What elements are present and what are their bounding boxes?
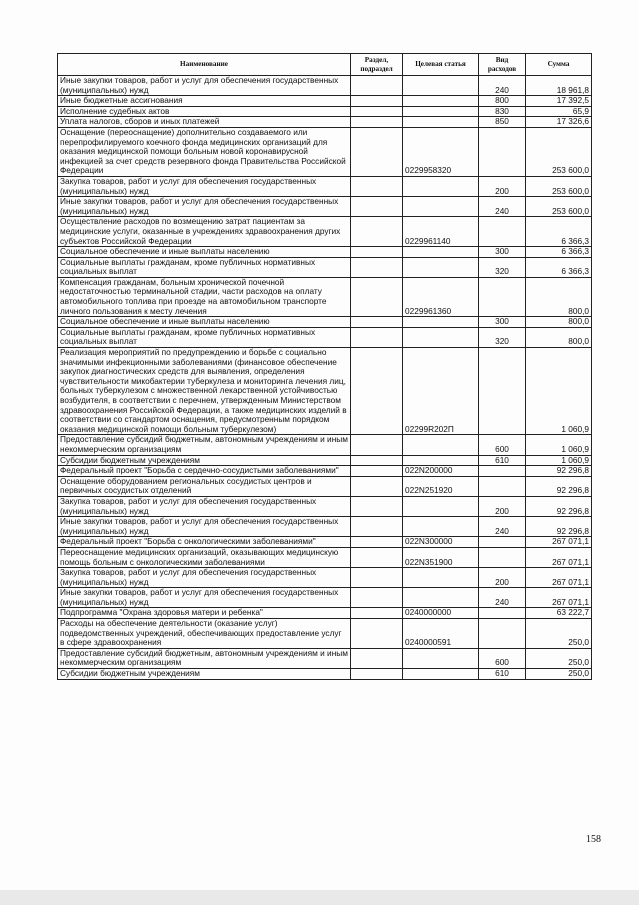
table-row	[58, 76, 592, 96]
cell-expense-type: 610	[479, 669, 526, 680]
cell-section	[351, 568, 403, 588]
cell-name: Социальное обеспечение и иные выплаты населению	[58, 317, 351, 328]
cell-target-article	[403, 176, 479, 196]
cell-section	[351, 277, 403, 316]
cell-sum: 267 071,1	[526, 588, 592, 608]
table-row	[58, 619, 592, 649]
header-section: Раздел, подраздел	[351, 54, 403, 76]
cell-name: Социальные выплаты гражданам, кроме публичных нормативных социальных выплат	[58, 257, 351, 277]
table-row	[58, 197, 592, 217]
table-row	[58, 568, 592, 588]
cell-target-article	[403, 317, 479, 328]
cell-sum: 1 060,9	[526, 435, 592, 455]
table-row	[58, 496, 592, 516]
cell-section	[351, 455, 403, 466]
table-row	[58, 608, 592, 619]
table-row	[58, 117, 592, 128]
cell-name: Иные закупки товаров, работ и услуг для обеспечения государственных (муниципальных) нужд	[58, 197, 351, 217]
cell-name: Закупка товаров, работ и услуг для обеспечения государственных (муниципальных) нужд	[58, 176, 351, 196]
table-body	[58, 76, 592, 680]
cell-name: Оснащение (переоснащение) дополнительно создаваемого или перепрофилируемого коечного фонда медицинских организаций для оказания медицинской помощи больным новой коронавирусной инфекцией за счет средств резервного фонда Правительства Российской Федерации	[58, 127, 351, 176]
table-row	[58, 127, 592, 176]
cell-expense-type: 300	[479, 247, 526, 258]
cell-section	[351, 127, 403, 176]
cell-expense-type: 240	[479, 517, 526, 537]
header-sum: Сумма	[526, 54, 592, 76]
page-number: 158	[586, 834, 601, 845]
cell-sum: 250,0	[526, 648, 592, 668]
cell-expense-type: 600	[479, 435, 526, 455]
table-row	[58, 588, 592, 608]
cell-sum: 17 392,5	[526, 96, 592, 107]
cell-name: Иные закупки товаров, работ и услуг для обеспечения государственных (муниципальных) нужд	[58, 517, 351, 537]
cell-section	[351, 217, 403, 247]
cell-name: Закупка товаров, работ и услуг для обеспечения государственных (муниципальных) нужд	[58, 496, 351, 516]
cell-expense-type: 240	[479, 76, 526, 96]
cell-section	[351, 466, 403, 477]
cell-expense-type: 300	[479, 317, 526, 328]
cell-expense-type	[479, 476, 526, 496]
table-header-row	[58, 54, 592, 76]
cell-expense-type	[479, 127, 526, 176]
cell-target-article: 0229961360	[403, 277, 479, 316]
cell-sum: 250,0	[526, 619, 592, 649]
cell-expense-type	[479, 608, 526, 619]
cell-sum: 800,0	[526, 327, 592, 347]
cell-expense-type: 240	[479, 197, 526, 217]
cell-section	[351, 176, 403, 196]
cell-expense-type: 800	[479, 96, 526, 107]
cell-name: Иные закупки товаров, работ и услуг для обеспечения государственных (муниципальных) нужд	[58, 76, 351, 96]
header-target-article: Целевая статья	[403, 54, 479, 76]
cell-sum: 92 296,8	[526, 496, 592, 516]
cell-section	[351, 327, 403, 347]
cell-name: Иные бюджетные ассигнования	[58, 96, 351, 107]
cell-section	[351, 96, 403, 107]
table-row	[58, 106, 592, 117]
cell-sum: 6 366,3	[526, 217, 592, 247]
cell-name: Федеральный проект "Борьба с сердечно-сосудистыми заболеваниями"	[58, 466, 351, 477]
cell-name: Исполнение судебных актов	[58, 106, 351, 117]
cell-section	[351, 106, 403, 117]
cell-name: Закупка товаров, работ и услуг для обеспечения государственных (муниципальных) нужд	[58, 568, 351, 588]
cell-target-article: 02299R202П	[403, 348, 479, 435]
cell-sum: 267 071,1	[526, 547, 592, 567]
cell-target-article: 0229958320	[403, 127, 479, 176]
cell-name: Уплата налогов, сборов и иных платежей	[58, 117, 351, 128]
cell-section	[351, 435, 403, 455]
cell-name: Субсидии бюджетным учреждениям	[58, 455, 351, 466]
cell-sum: 63 222,7	[526, 608, 592, 619]
cell-target-article	[403, 648, 479, 668]
cell-name: Оснащение оборудованием региональных сосудистых центров и первичных сосудистых отделений	[58, 476, 351, 496]
table-row	[58, 435, 592, 455]
cell-section	[351, 547, 403, 567]
cell-sum: 6 366,3	[526, 257, 592, 277]
cell-target-article	[403, 588, 479, 608]
cell-expense-type: 610	[479, 455, 526, 466]
cell-name: Социальное обеспечение и иные выплаты населению	[58, 247, 351, 258]
cell-section	[351, 76, 403, 96]
cell-section	[351, 648, 403, 668]
cell-target-article	[403, 517, 479, 537]
cell-target-article	[403, 247, 479, 258]
cell-section	[351, 619, 403, 649]
cell-sum: 250,0	[526, 669, 592, 680]
cell-sum: 92 296,8	[526, 476, 592, 496]
cell-sum: 800,0	[526, 317, 592, 328]
cell-expense-type: 850	[479, 117, 526, 128]
cell-target-article: 022N251920	[403, 476, 479, 496]
scan-bottom-edge	[0, 890, 639, 905]
cell-expense-type: 830	[479, 106, 526, 117]
table-row	[58, 96, 592, 107]
cell-name: Субсидии бюджетным учреждениям	[58, 669, 351, 680]
cell-sum: 267 071,1	[526, 568, 592, 588]
cell-target-article	[403, 117, 479, 128]
cell-target-article	[403, 496, 479, 516]
table-row	[58, 537, 592, 548]
table-row	[58, 247, 592, 258]
cell-target-article	[403, 435, 479, 455]
header-expense-type: Вид расходов	[479, 54, 526, 76]
table-row	[58, 277, 592, 316]
cell-target-article	[403, 106, 479, 117]
table-row	[58, 327, 592, 347]
cell-expense-type	[479, 466, 526, 477]
cell-target-article: 0240000000	[403, 608, 479, 619]
cell-target-article	[403, 669, 479, 680]
cell-section	[351, 257, 403, 277]
header-name: Наименование	[58, 54, 351, 76]
table-row	[58, 348, 592, 435]
cell-expense-type	[479, 619, 526, 649]
cell-sum: 1 060,9	[526, 348, 592, 435]
cell-sum: 800,0	[526, 277, 592, 316]
cell-name: Федеральный проект "Борьба с онкологическими заболеваниями"	[58, 537, 351, 548]
cell-section	[351, 317, 403, 328]
table-row	[58, 476, 592, 496]
cell-expense-type: 320	[479, 327, 526, 347]
cell-target-article	[403, 455, 479, 466]
cell-target-article: 022N300000	[403, 537, 479, 548]
cell-target-article: 0240000591	[403, 619, 479, 649]
cell-name: Расходы на обеспечение деятельности (оказание услуг) подведомственных учреждений, обеспечивающих предоставление услуг в сфере здравоохранения	[58, 619, 351, 649]
cell-sum: 92 296,8	[526, 466, 592, 477]
table-row	[58, 547, 592, 567]
cell-name: Компенсация гражданам, больным хронической почечной недостаточностью терминальной стадии, части расходов на оплату автомобильного топлива при проезде на автомобильном транспорте личного пользования к месту лечения	[58, 277, 351, 316]
cell-sum: 92 296,8	[526, 517, 592, 537]
cell-expense-type: 240	[479, 588, 526, 608]
cell-name: Осуществление расходов по возмещению затрат пациентам за медицинские услуги, оказанные в учреждениях здравоохранения других субъектов Российской Федерации	[58, 217, 351, 247]
table-row	[58, 217, 592, 247]
table-row	[58, 455, 592, 466]
cell-target-article	[403, 568, 479, 588]
table-row	[58, 669, 592, 680]
cell-section	[351, 247, 403, 258]
cell-section	[351, 197, 403, 217]
table-row	[58, 517, 592, 537]
cell-target-article	[403, 257, 479, 277]
cell-expense-type: 320	[479, 257, 526, 277]
cell-target-article: 022N200000	[403, 466, 479, 477]
cell-expense-type	[479, 277, 526, 316]
cell-target-article: 022N351900	[403, 547, 479, 567]
cell-expense-type: 600	[479, 648, 526, 668]
cell-sum: 6 366,3	[526, 247, 592, 258]
cell-sum: 18 961,8	[526, 76, 592, 96]
cell-name: Иные закупки товаров, работ и услуг для обеспечения государственных (муниципальных) нужд	[58, 588, 351, 608]
cell-sum: 17 326,6	[526, 117, 592, 128]
table-row	[58, 466, 592, 477]
cell-target-article	[403, 197, 479, 217]
cell-expense-type	[479, 217, 526, 247]
cell-name: Подпрограмма "Охрана здоровья матери и ребенка"	[58, 608, 351, 619]
table-row	[58, 257, 592, 277]
cell-expense-type: 200	[479, 176, 526, 196]
cell-target-article: 0229961140	[403, 217, 479, 247]
cell-section	[351, 669, 403, 680]
cell-name: Предоставление субсидий бюджетным, автономным учреждениям и иным некоммерческим организациям	[58, 648, 351, 668]
cell-name: Переоснащение медицинских организаций, оказывающих медицинскую помощь больным с онкологическими заболеваниями	[58, 547, 351, 567]
cell-expense-type	[479, 348, 526, 435]
cell-section	[351, 117, 403, 128]
cell-section	[351, 537, 403, 548]
cell-sum: 253 600,0	[526, 197, 592, 217]
cell-target-article	[403, 96, 479, 107]
cell-section	[351, 476, 403, 496]
cell-name: Реализация мероприятий по предупреждению и борьбе с социально значимыми инфекционными заболеваниями (финансовое обеспечение закупок диагностических средств для выявления, определения чувствительности микобактерии туберкулеза и мониторинга лечения лиц, больных туберкулезом с множественной лекарственной устойчивостью возбудителя, в соответствии с перечнем, утвержденным Министерством здравоохранения Российской Федерации, а также медицинских изделий в соответствии со стандартом оснащения, предусмотренным порядком оказания медицинской помощи больным туберкулезом)	[58, 348, 351, 435]
cell-section	[351, 588, 403, 608]
cell-section	[351, 348, 403, 435]
cell-expense-type	[479, 547, 526, 567]
table-row	[58, 648, 592, 668]
cell-sum: 253 600,0	[526, 176, 592, 196]
cell-section	[351, 496, 403, 516]
cell-sum: 65,9	[526, 106, 592, 117]
cell-sum: 253 600,0	[526, 127, 592, 176]
cell-sum: 1 060,9	[526, 455, 592, 466]
cell-target-article	[403, 327, 479, 347]
cell-expense-type: 200	[479, 496, 526, 516]
cell-section	[351, 608, 403, 619]
cell-target-article	[403, 76, 479, 96]
table-row	[58, 176, 592, 196]
cell-expense-type	[479, 537, 526, 548]
cell-sum: 267 071,1	[526, 537, 592, 548]
budget-table-wrapper	[57, 53, 592, 680]
table-row	[58, 317, 592, 328]
budget-table	[57, 53, 592, 680]
cell-section	[351, 517, 403, 537]
cell-name: Предоставление субсидий бюджетным, автономным учреждениям и иным некоммерческим организациям	[58, 435, 351, 455]
cell-expense-type: 200	[479, 568, 526, 588]
cell-name: Социальные выплаты гражданам, кроме публичных нормативных социальных выплат	[58, 327, 351, 347]
